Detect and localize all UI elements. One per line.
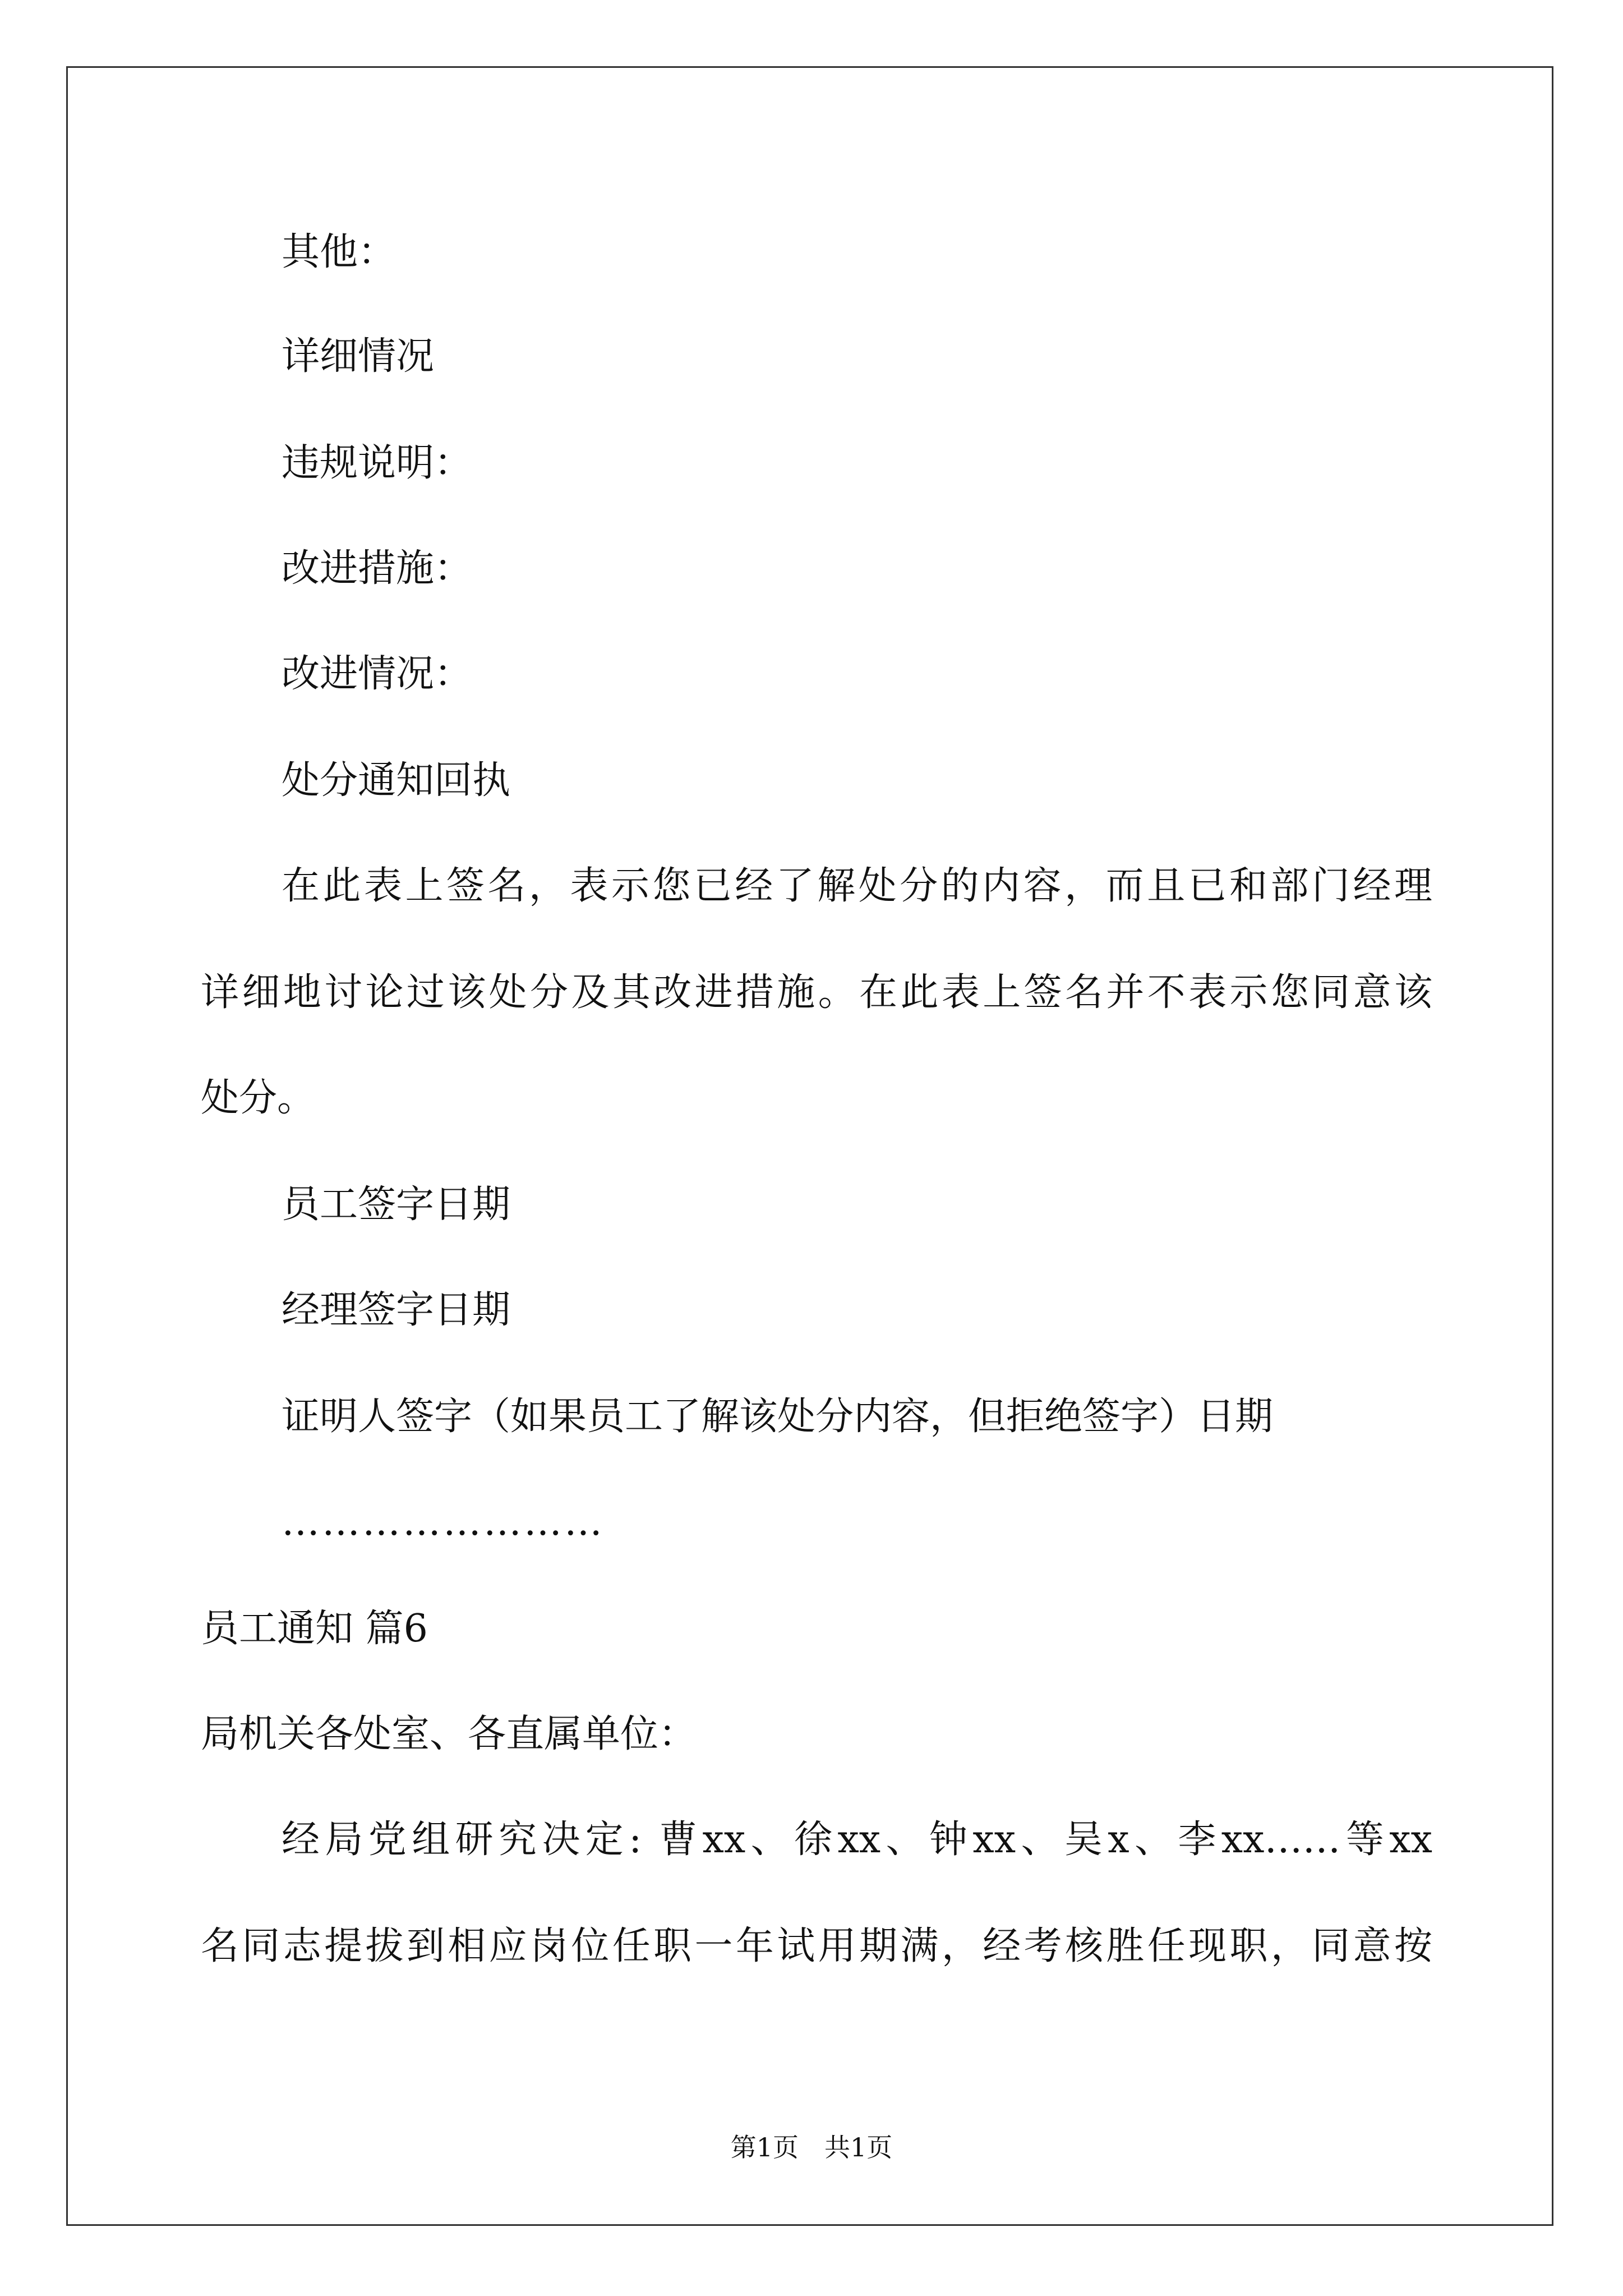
paragraph-line: 名同志提拔到相应岗位任职一年试用期满，经考核胜任现职，同意按 [201,1924,1432,1968]
witness-signature-line: 证明人签字（如果员工了解该处分内容，但拒绝签字）日期 [282,1395,1274,1439]
paragraph-line: 处分。 [201,1076,316,1120]
paragraph-line: 在此表上签名，表示您已经了解处分的内容，而且已和部门经理 [282,864,1432,908]
field-violation: 违规说明： [282,441,473,485]
field-improvement-measures: 改进措施： [282,546,473,591]
manager-signature-line: 经理签字日期 [282,1288,511,1332]
employee-signature-line: 员工签字日期 [282,1182,511,1227]
heading-receipt: 处分通知回执 [282,758,511,803]
heading-details: 详细情况 [282,334,435,379]
paragraph-line: 经局党组研究决定: 曹xx、徐xx、钟xx、吴x、李xx……等xx [282,1818,1432,1862]
page-border [66,66,1553,2226]
paragraph-line: 详细地讨论过该处分及其改进措施。在此表上签名并不表示您同意该 [201,970,1432,1015]
field-other: 其他： [282,230,396,274]
page-number-footer: 第1页 共1页 [730,2132,893,2162]
recipients-line: 局机关各处室、各直属单位： [201,1712,697,1756]
field-improvement-status: 改进情况： [282,652,473,696]
section-title: 员工通知 篇6 [201,1607,428,1651]
ellipsis-separator: …………………… [282,1500,605,1544]
